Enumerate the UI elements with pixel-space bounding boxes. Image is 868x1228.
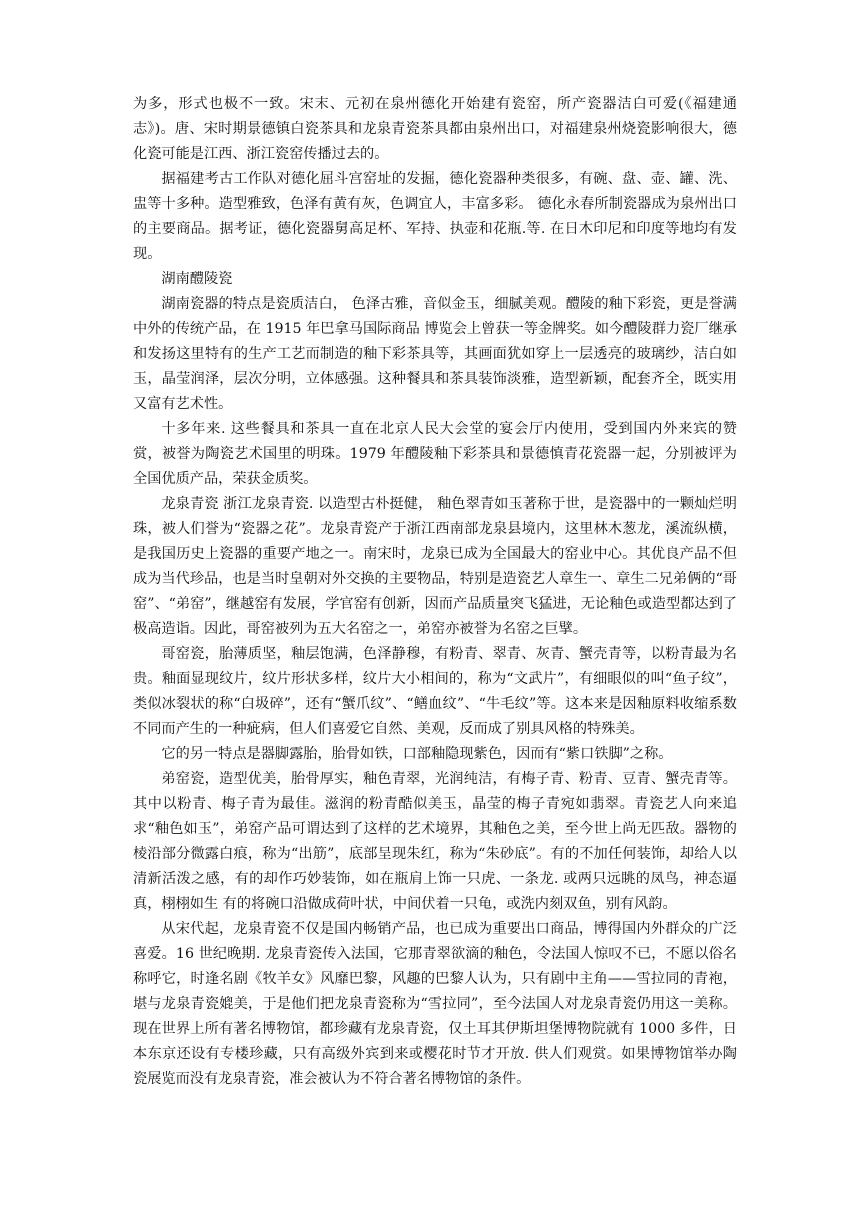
paragraph-7: 它的另一特点是器脚露胎，胎骨如铁，口部釉隐现紫色，因而有“紫口铁脚”之称。 [161,746,673,762]
paragraph-6: 哥窑瓷，胎薄质坚，釉层饱满，色泽静穆，有粉青、翠青、灰青、蟹壳青等，以粉青最为名贵。釉面显现纹片，纹片形状多样，纹片大小相间的，称为“文武片”，有细眼似的叫“鱼子纹”，类似冰裂状的称“白圾碎”，还有“蟹爪纹”、“鳝血纹”、“牛毛纹”等。这本来是因釉原料收缩系数不同而产生的一种疵病，但人们喜爱它自然、美观，反而成了别具风格的特殊美。 [133,646,737,737]
document-page [133,92,737,1092]
paragraph-2: 据福建考古工作队对德化屈斗宫窑址的发掘，德化瓷器种类很多，有碗、盘、壶、罐、洗、盅等十多种。造型雅致，色泽有黄有灰，色调宜人，丰富多彩。 德化永春所制瓷器成为泉州出口的主要商品。据考证，德化瓷器舅高足杯、军持、执壶和花瓶.等. 在日木印尼和印度等地均有发现。 [133,171,737,262]
paragraph-5: 龙泉青瓷 浙江龙泉青瓷. 以造型古朴挺健， 釉色翠青如玉著称于世，是瓷器中的一颗灿烂明珠，被人们誉为“瓷器之花”。龙泉青瓷产于浙江西南部龙泉县境内，这里林木葱龙，溪流纵横，是我国历史上瓷器的重要产地之一。南宋时，龙泉已成为全国最大的窑业中心。其优良产品不但成为当代珍品，也是当时皇朝对外交换的主要物品，特别是造瓷艺人章生一、章生二兄弟俩的“哥窑”、“弟窑”，继越窑有发展，学官窑有创新，因而产品质量突飞猛进，无论釉色或造型都达到了极高造诣。因此，哥窑被列为五大名窑之一，弟窑亦被誉为名窑之巨擘。 [133,496,737,637]
paragraph-4: 十多年来. 这些餐具和茶具一直在北京人民大会堂的宴会厅内使用，受到国内外来宾的赞赏，被誉为陶瓷艺术国里的明珠。1979 年醴陵釉下彩茶具和景德慎青花瓷器一起，分别被评为全国优质产品，荣获金质奖。 [133,421,737,487]
paragraph-9: 从宋代起，龙泉青瓷不仅是国内畅销产品，也已成为重要出口商品，博得国内外群众的广泛喜爱。16 世纪晚期. 龙泉青瓷传入法国，它那青翠欲滴的釉色，令法国人惊叹不已，不愿以俗名称呼它，时逢名剧《牧羊女》风靡巴黎，风趣的巴黎人认为，只有剧中主角——雪拉同的青袍，堪与龙泉青瓷媲美，于是他们把龙泉青瓷称为“雪拉同”，至今法国人对龙泉青瓷仍用这一美称。现在世界上所有著名博物馆，都珍藏有龙泉青瓷，仅土耳其伊斯坦堡博物院就有 1000 多件，日本东京还设有专楼珍藏，只有高级外宾到来或樱花时节才开放. 供人们观赏。如果博物馆举办陶瓷展览而没有龙泉青瓷，准会被认为不符合著名博物馆的条件。 [133,921,737,1087]
paragraph-1: 为多，形式也极不一致。宋末、元初在泉州德化开始建有瓷窑，所产瓷器洁白可爱(《福建通志》)。唐、宋时期景德镇白瓷茶具和龙泉青瓷茶具都由泉州出口，对福建泉州烧瓷影响很大，德化瓷可能是江西、浙江瓷窑传播过去的。 [133,96,737,162]
section-heading-liling: 湖南醴陵瓷 [161,271,233,287]
paragraph-3: 湖南瓷器的特点是瓷质洁白， 色泽古雅，音似金玉，细腻美观。醴陵的釉下彩瓷，更是誉满中外的传统产品，在 1915 年巴拿马国际商品 博览会上曾获一等金牌奖。如今醴陵群力瓷厂继承和发扬这里特有的生产工艺而制造的釉下彩茶具等，其画面犹如穿上一层透亮的玻璃纱，洁白如玉，晶莹润泽，层次分明，立体感强。这种餐具和茶具装饰淡雅，造型新颖，配套齐全，既实用又富有艺术性。 [133,296,737,412]
paragraph-8: 弟窑瓷，造型优美，胎骨厚实，釉色青翠，光润纯洁，有梅子青、粉青、豆青、蟹壳青等。其中以粉青、梅子青为最佳。滋润的粉青酷似美玉，晶莹的梅子青宛如翡翠。青瓷艺人向来追求“釉色如玉”，弟窑产品可谓达到了这样的艺术境界，其釉色之美，至今世上尚无匹敌。器物的棱沿部分微露白痕，称为“出筋”，底部呈现朱红，称为“朱砂底”。有的不加任何装饰，却给人以清新活泼之感，有的却作巧妙装饰，如在瓶肩上饰一只虎、一条龙. 或两只远眺的凤鸟，神态逼真，栩栩如生 有的将碗口沿做成荷叶状，中间伏着一只龟，或洗内刻双鱼，别有风韵。 [133,771,737,912]
